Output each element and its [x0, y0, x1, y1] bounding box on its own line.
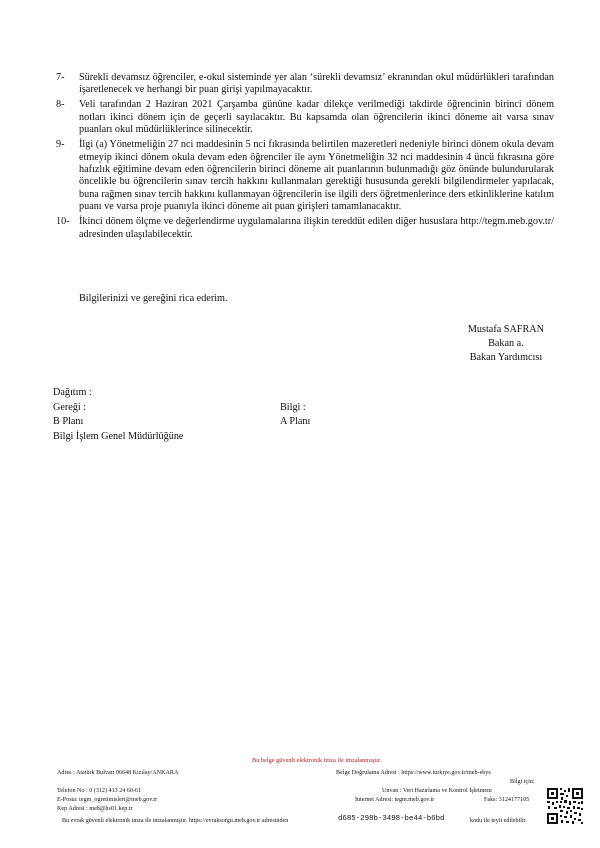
footer-verify-note: Bu evrak güvenli elektronik imza ile imzalanmıştır. https://evraksorgu.meb.gov.tr adresinden — [62, 818, 289, 824]
signature-block — [468, 323, 544, 365]
list-item-8 — [56, 99, 554, 136]
item-text: İlgi (a) Yönetmeliğin 27 nci maddesinin 5 nci fıkrasında belirtilen mazeretleri nedeniyle birinci dönem okula devam etmeyip ikinci dönem okula devam eden öğrenciler ile aynı Yönetmeliğin 32 nci maddesinin 4 üncü fıkrasına göre hafızlık eğitimine devam eden öğrencilerin birinci döneme ait puanlarının bulunmadığı göz önünde bulundurularak öncelikle bu öğrencilerin sınav tercih hakkını kullanmaları gerektiği hususunda gerekli bilgilendirmeler yapılacak, buna rağmen sınav tercih hakkını kullanmayan öğrencilerin ise ilgili ders öğretmenlerince ders etkinliklerine katılım puanı ve varsa proje puanıyla ikinci döneme ait puan girişleri tamamlanacaktır. — [79, 139, 554, 213]
gerekli-value: B Planı — [53, 416, 84, 428]
list-item-10 — [56, 216, 554, 241]
distribution-heading: Dağıtım : — [53, 387, 92, 398]
e-sign-note: Bu belge güvenli elektronik imza ile imzalanmıştır. — [252, 757, 382, 764]
footer-fax: Faks: 3124177105 — [484, 797, 530, 803]
footer-phone: Telefon No : 0 (312) 413 24 60-61 — [57, 788, 142, 794]
footer-info: Bilgi için: — [510, 779, 535, 785]
footer-email: E-Posta: tegm_ogretimisleri@meb.gov.tr — [57, 797, 158, 803]
item-number: 10- — [56, 216, 70, 228]
signatory-title: Bakan Yardımcısı — [469, 352, 543, 363]
footer-kep: Kep Adresi : meb@hs01.kep.tr — [57, 806, 133, 812]
item-text: Sürekli devamsız öğrenciler, e-okul sisteminde yer alan ‘sürekli devamsız’ ekranından okul müdürlükleri tarafından işaretlenecek ve herhangi bir puan girişi yapılmayacaktır. — [79, 72, 554, 96]
list-item-7 — [56, 72, 554, 97]
signatory-proxy: Bakan a. — [488, 338, 524, 349]
footer-unit: Unvan : Veri Hazırlama ve Kontrol İşletmeni — [382, 788, 492, 794]
footer-verify-address: Belge Doğrulama Adresi : https://www.turkiye.gov.tr/meb-ebys — [336, 770, 491, 776]
bilgi-label: Bilgi : — [280, 401, 306, 413]
item-text: Veli tarafından 2 Haziran 2021 Çarşamba gününe kadar dilekçe verilmediği takdirde öğrencinin birinci dönem notları ikinci dönem için de geçerli sayılacaktır. Bu kapsamda olan öğrencilerin ikinci döneme ait varsa sınav puanları okul müdürlüklerince silinecektir. — [79, 99, 554, 136]
item-number: 9- — [56, 139, 65, 151]
bilgi-value: A Planı — [280, 416, 311, 428]
distribution-block — [53, 386, 353, 444]
signatory-name: Mustafa SAFRAN — [467, 324, 544, 335]
verification-code: d685-298b-3498-be44-b6bd — [338, 815, 445, 823]
closing-sentence: Bilgilerinizi ve gereğini rica ederim. — [79, 293, 228, 304]
list-item-9 — [56, 139, 554, 213]
footer-address: Adres : Atatürk Bulvarı 06648 Kızılay/ANKARA — [57, 770, 179, 776]
item-number: 8- — [56, 99, 65, 111]
verify-code-suffix: kodu ile teyit edilebilir. — [470, 818, 527, 824]
numbered-list — [56, 72, 554, 244]
footer-internet: İnternet Adresi: tegm.meb.gov.tr — [355, 797, 435, 803]
item-text: İkinci dönem ölçme ve değerlendirme uygulamalarına ilişkin tereddüt edilen diğer hususlara http://tegm.meb.gov.tr/ adresinden ulaşılabilecektir. — [79, 216, 554, 240]
distribution-extra: Bilgi İşlem Genel Müdürlüğüne — [53, 430, 184, 442]
item-number: 7- — [56, 72, 65, 83]
gerekli-label: Gereği : — [53, 401, 87, 413]
qr-code — [546, 787, 584, 825]
